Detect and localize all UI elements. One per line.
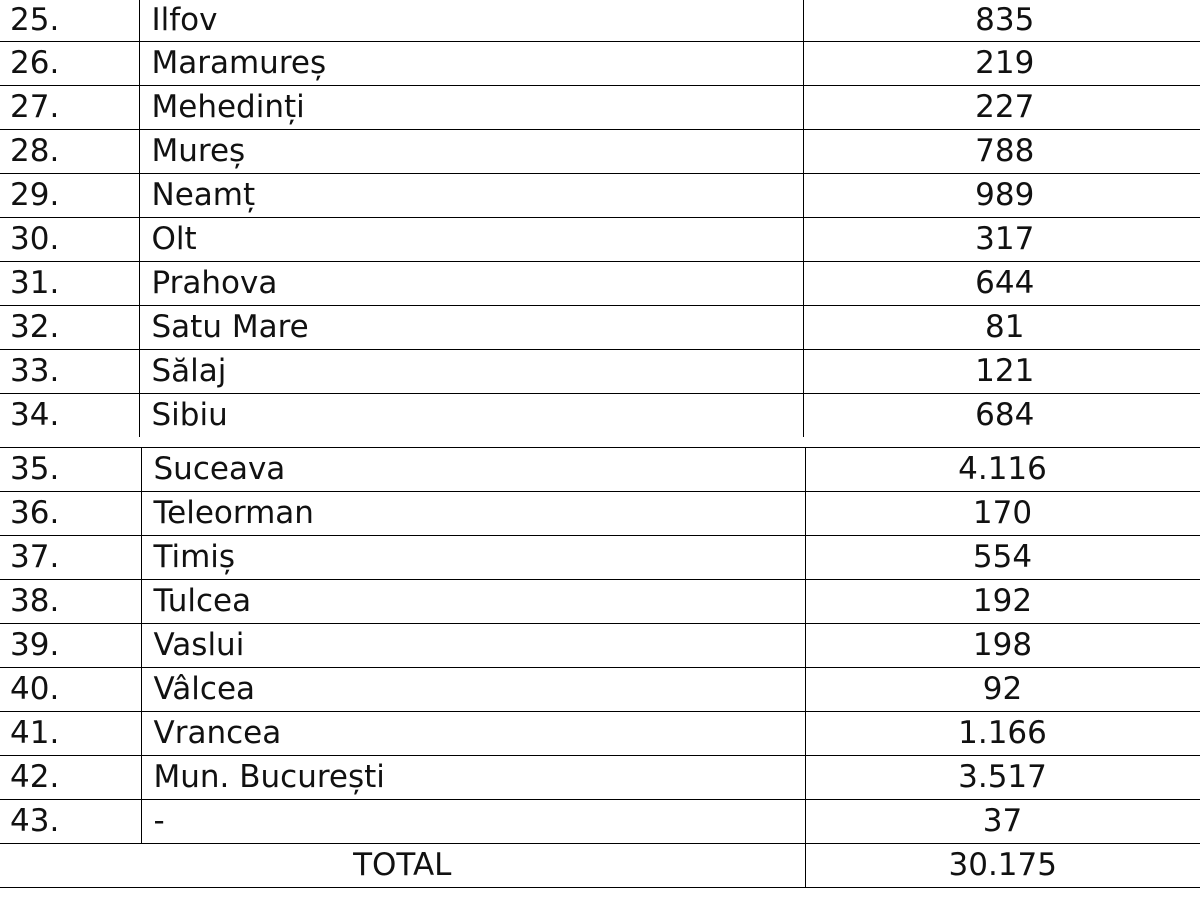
table-row [0,668,1200,712]
row-value: 644 [803,262,1200,306]
row-number: 33. [0,350,139,394]
row-number: 37. [0,536,141,580]
table-row [0,86,1200,130]
table-row [0,130,1200,174]
row-value: 684 [975,397,1035,433]
row-number: 40. [0,668,141,712]
table-row [0,580,1200,624]
row-value: 219 [803,42,1200,86]
row-number: 35. [0,448,141,492]
table-row [0,624,1200,668]
table-row [0,394,1200,438]
row-value: 198 [805,624,1200,668]
row-value: 989 [803,174,1200,218]
row-number: 28. [0,130,139,174]
table-top-section [0,0,1200,437]
total-value: 30.175 [805,844,1200,888]
row-value: 3.517 [805,756,1200,800]
row-number: 43. [0,800,141,844]
county-name: Vâlcea [141,668,805,712]
table-row [0,756,1200,800]
county-name: Timiș [141,536,805,580]
table-row [0,712,1200,756]
county-name: Ilfov [139,0,803,42]
table-row [0,536,1200,580]
county-name: Olt [139,218,803,262]
row-number: 39. [0,624,141,668]
row-number: 27. [0,86,139,130]
total-label: TOTAL [0,844,805,888]
table-row [0,0,1200,42]
county-name: Sibiu [139,394,803,438]
row-value: 317 [803,218,1200,262]
table-row [0,350,1200,394]
county-name: Satu Mare [139,306,803,350]
county-name: - [141,800,805,844]
row-value: 227 [803,86,1200,130]
row-number: 38. [0,580,141,624]
table-row [0,174,1200,218]
county-name: Mureș [139,130,803,174]
table-bottom-section [0,447,1200,888]
county-name: Mehedinți [139,86,803,130]
county-name: Suceava [141,448,805,492]
row-value: 4.116 [805,448,1200,492]
table-row [0,306,1200,350]
row-number: 25. [0,0,139,42]
row-number: 32. [0,306,139,350]
table-row [0,42,1200,86]
row-number: 41. [0,712,141,756]
table-row [0,448,1200,492]
row-number: 31. [0,262,139,306]
county-name: Prahova [139,262,803,306]
row-value: 81 [803,306,1200,350]
row-number: 26. [0,42,139,86]
table-row [0,800,1200,844]
total-row [0,844,1200,888]
row-number: 36. [0,492,141,536]
county-name: Teleorman [141,492,805,536]
county-name: Vaslui [141,624,805,668]
table-row [0,262,1200,306]
row-value: 1.166 [805,712,1200,756]
table-row [0,492,1200,536]
row-value: 554 [805,536,1200,580]
county-name: Tulcea [141,580,805,624]
row-value: 121 [803,350,1200,394]
row-number: 42. [0,756,141,800]
table-row [0,218,1200,262]
row-number: 30. [0,218,139,262]
row-number: 34. [0,394,139,438]
row-value: 788 [803,130,1200,174]
row-value: 92 [805,668,1200,712]
row-value: 37 [805,800,1200,844]
row-number: 29. [0,174,139,218]
county-name: Mun. București [141,756,805,800]
county-name: Maramureș [139,42,803,86]
county-name: Neamț [139,174,803,218]
county-name: Vrancea [141,712,805,756]
county-name: Sălaj [139,350,803,394]
row-value: 170 [805,492,1200,536]
row-value: 192 [805,580,1200,624]
row-value: 835 [803,0,1200,42]
